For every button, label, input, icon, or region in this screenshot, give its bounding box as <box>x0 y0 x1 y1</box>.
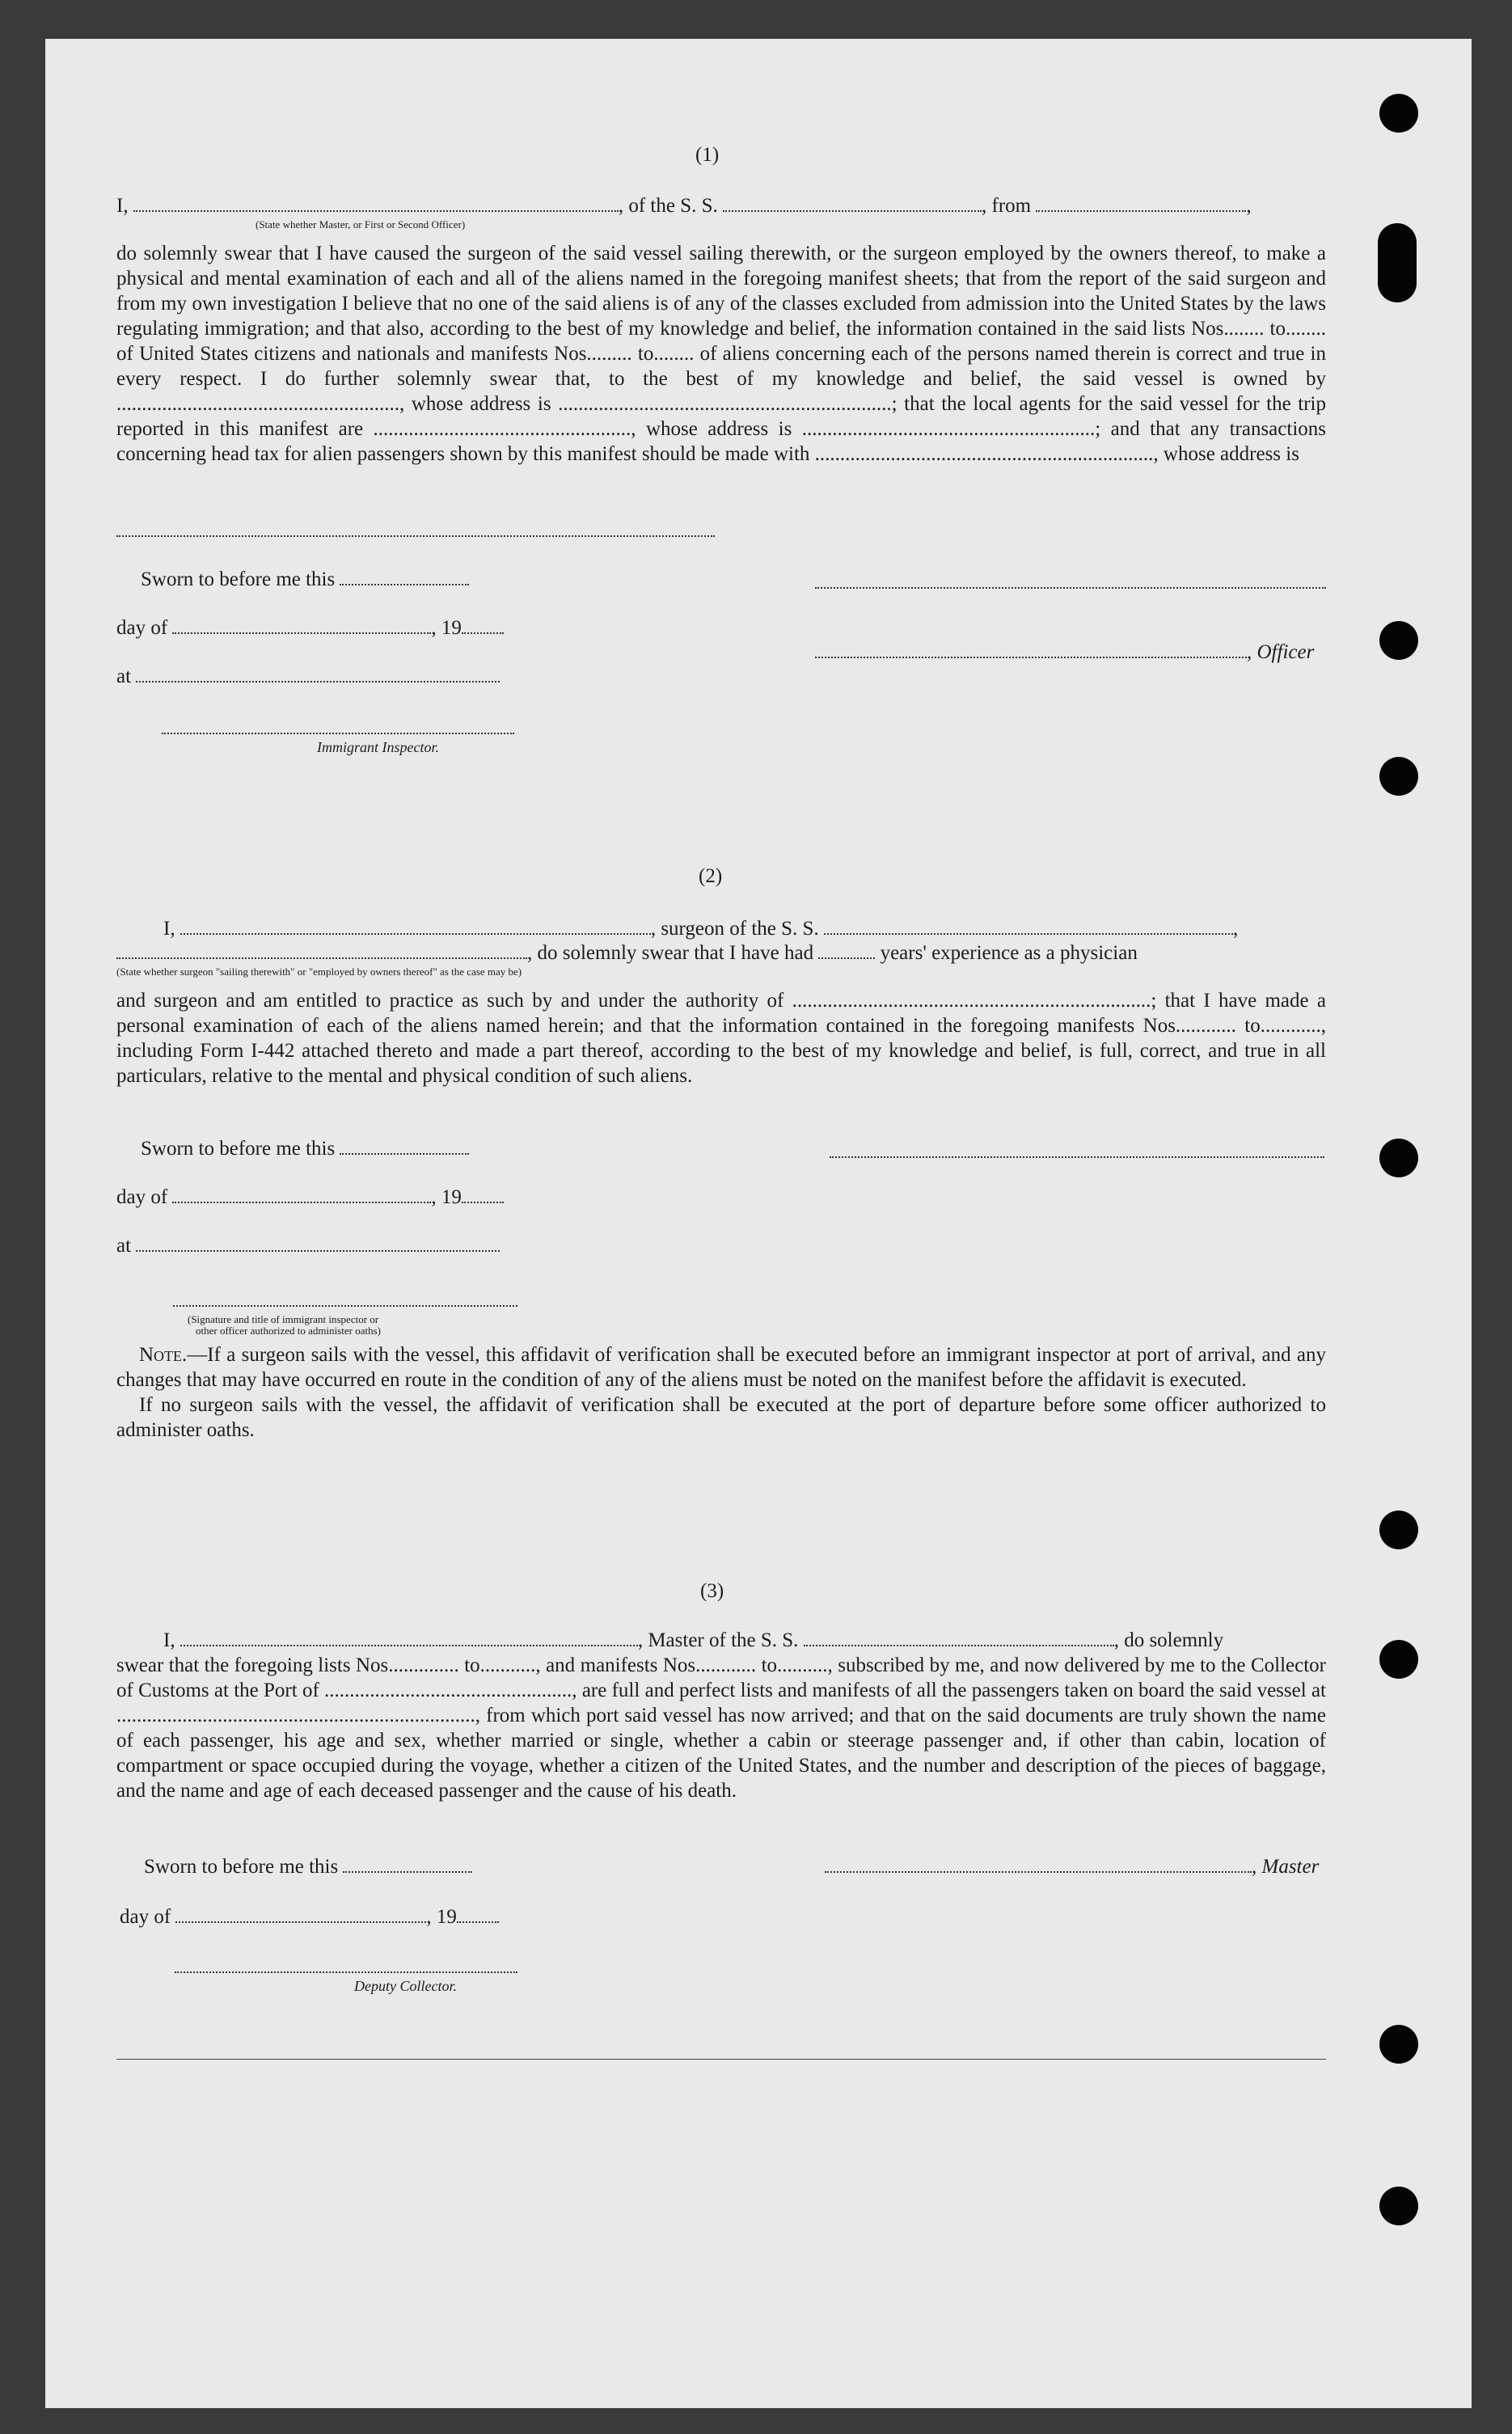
officer-blank <box>815 640 1247 658</box>
sec3-day-of <box>120 1905 499 1929</box>
punch-hole <box>1379 2025 1418 2064</box>
officer-label: , Officer <box>1247 641 1315 663</box>
punch-hole <box>1379 1640 1418 1679</box>
day-of-text: day of <box>120 1906 171 1928</box>
sec3-body: swear that the foregoing lists Nos.............. to..........., and manifests Nos............ to.........., subscribed by me, and now delivered by me to the Collector of Customs at the Port of ................................................., are full and perfect lists and manifests of all the passengers taken on board the said vessel at ......................................................................., from which port said vessel has now arrived; and that on the said documents are truly shown the name of each passenger, his age and sex, whether married or single, whether a cabin or steerage passenger and, if other than cabin, location of compartment or space occupied during the voyage, whether a citizen of the United States, and the number and description of the pieces of baggage, and the name and age of each deceased passenger and the cause of his death. <box>116 1654 1326 1802</box>
place-blank <box>136 665 500 682</box>
sec3-i: I, <box>163 1629 175 1651</box>
sec1-signature-line <box>815 587 1326 589</box>
sec1-body: do solemnly swear that I have caused the surgeon of the said vessel sailing therewith, or the surgeon employed by the owners thereof, to make a physical and mental examination of each and all of the aliens named in the foregoing manifest sheets; that from the report of the said surgeon and from my own investigation I believe that no one of the said aliens is of any of the classes excluded from admission into the United States by the laws regulating immigration; and that also, according to the best of my knowledge and belief, the information contained in the said lists Nos........ to........ of United States citizens and nationals and manifests Nos......... to........ of aliens concerning each of the persons named therein is correct and true in every respect. I do further solemnly swear that, to the best of my knowledge and belief, the said vessel is owned by ........................................................, whose address is ..................................................................; that the local agents for the said vessel for the trip reported in this manifest are ..................................................., whose address is ..........................................................; and that any transactions concerning head tax for alien passengers shown by this manifest should be made with ..................................................................., whose address is <box>116 243 1326 465</box>
name-blank <box>133 194 619 212</box>
sec2-surgeon-text: , surgeon of the S. S. <box>650 918 819 940</box>
at-text: at <box>116 1235 132 1257</box>
sec2-day-of <box>116 1185 504 1209</box>
section-1-number: (1) <box>695 144 720 166</box>
sec2-caption: (State whether surgeon "sailing therewith" or "employed by owners thereof" as the case may be) <box>116 966 522 978</box>
date-blank <box>343 1855 472 1873</box>
sec3-master-line <box>825 1855 1319 1878</box>
year-blank <box>457 1905 499 1923</box>
sec2-i: I, <box>163 918 175 940</box>
sec1-address-blank <box>116 535 715 537</box>
surgeon-name-blank <box>180 917 651 935</box>
year-text: , 19 <box>431 1186 462 1208</box>
port-blank <box>1036 194 1246 212</box>
date-blank <box>340 1137 469 1155</box>
sec1-officer-line <box>815 640 1314 664</box>
at-text: at <box>116 666 132 687</box>
bottom-rule <box>116 2059 1326 2060</box>
sec2-body: and surgeon and am entitled to practice as such by and under the authority of .......................................................................; that I have made a personal examination of each of the aliens named herein; and that the information contained in the foregoing manifests Nos............ to............, including Form I-442 attached thereto and made a part thereof, according to the best of my knowledge and belief, is full, correct, and true in all particulars, relative to the mental and physical condition of such aliens. <box>116 990 1326 1087</box>
sec2-at <box>116 1234 500 1257</box>
sec3-line1 <box>163 1629 1223 1652</box>
sec2-sig-caption-1: (Signature and title of immigrant inspector or <box>188 1313 379 1325</box>
date-blank <box>340 568 469 585</box>
sec2-sworn <box>141 1137 469 1160</box>
sec3-collector-line <box>175 1971 517 1973</box>
sec2-years-text: years' experience as a physician <box>880 942 1138 964</box>
punch-hole <box>1379 1511 1418 1549</box>
punch-hole <box>1379 2187 1418 2225</box>
sec2-inspector-line <box>173 1305 517 1307</box>
year-text: , 19 <box>431 617 462 639</box>
master-sig-blank <box>825 1855 1252 1873</box>
year-text: , 19 <box>426 1906 457 1928</box>
year-blank <box>462 616 504 634</box>
years-blank <box>818 941 875 959</box>
sworn-text: Sworn to before me this <box>144 1856 339 1878</box>
master-label: , Master <box>1252 1856 1320 1878</box>
sec1-inspector-label: Immigrant Inspector. <box>317 739 439 755</box>
sec1-caption: (State whether Master, or First or Second Officer) <box>256 218 466 230</box>
section-3-number: (3) <box>700 1580 724 1602</box>
vessel-blank <box>804 1629 1114 1646</box>
sec1-inspector-line <box>162 733 514 734</box>
sec2-line1: I, , surgeon of the S. S. , <box>163 918 1239 940</box>
year-blank <box>462 1185 504 1203</box>
sec2-sig-caption-2: other officer authorized to administer oaths) <box>196 1325 381 1337</box>
capacity-blank <box>116 941 527 959</box>
punch-hole <box>1379 621 1418 660</box>
sec2-swear-text: , do solemnly swear that I have had <box>527 942 814 964</box>
section-2-number: (2) <box>699 865 723 887</box>
punch-hole <box>1378 223 1417 302</box>
punch-hole <box>1379 1139 1418 1177</box>
form-page <box>45 39 1472 2408</box>
vessel-blank <box>723 194 982 212</box>
month-blank <box>175 1905 426 1923</box>
sec2-note <box>116 1342 1326 1443</box>
sworn-text: Sworn to before me this <box>141 1138 336 1160</box>
sec2-line2 <box>116 941 1138 965</box>
sec3-sworn <box>144 1855 472 1878</box>
vessel-blank <box>824 917 1233 935</box>
sec1-from: , from <box>982 195 1032 217</box>
punch-hole <box>1379 94 1418 133</box>
sworn-text: Sworn to before me this <box>141 568 336 590</box>
sec2-signature-line <box>830 1156 1324 1158</box>
sec1-of-ss: , of the S. S. <box>618 195 718 217</box>
day-of-text: day of <box>116 617 168 639</box>
master-name-blank <box>180 1629 638 1646</box>
month-blank <box>172 616 431 634</box>
sec3-master-text: , Master of the S. S. <box>637 1629 799 1651</box>
punch-hole <box>1379 757 1418 796</box>
month-blank <box>172 1185 431 1203</box>
sec3-collector-label: Deputy Collector. <box>354 1978 457 1994</box>
sec1-sworn <box>141 568 469 591</box>
note-text-2: If no surgeon sails with the vessel, the affidavit of verification shall be executed at the port of departure before some officer authorized to administer oaths. <box>116 1394 1326 1441</box>
sec3-swear-text: , do solemnly <box>1113 1629 1224 1651</box>
note-text-1: —If a surgeon sails with the vessel, this affidavit of verification shall be executed before an immigrant inspector at port of arrival, and any changes that may have occurred en route in the condition of any of the aliens must be noted on the manifest before the affidavit is executed. <box>116 1344 1326 1391</box>
note-label: Note. <box>139 1344 188 1366</box>
sec1-day-of <box>116 616 504 640</box>
sec1-i: I, <box>116 195 129 217</box>
day-of-text: day of <box>116 1186 168 1208</box>
sec1-at <box>116 665 500 688</box>
sec1-oath-line: I, , of the S. S. , from , <box>116 195 1252 217</box>
place-blank <box>136 1234 500 1252</box>
